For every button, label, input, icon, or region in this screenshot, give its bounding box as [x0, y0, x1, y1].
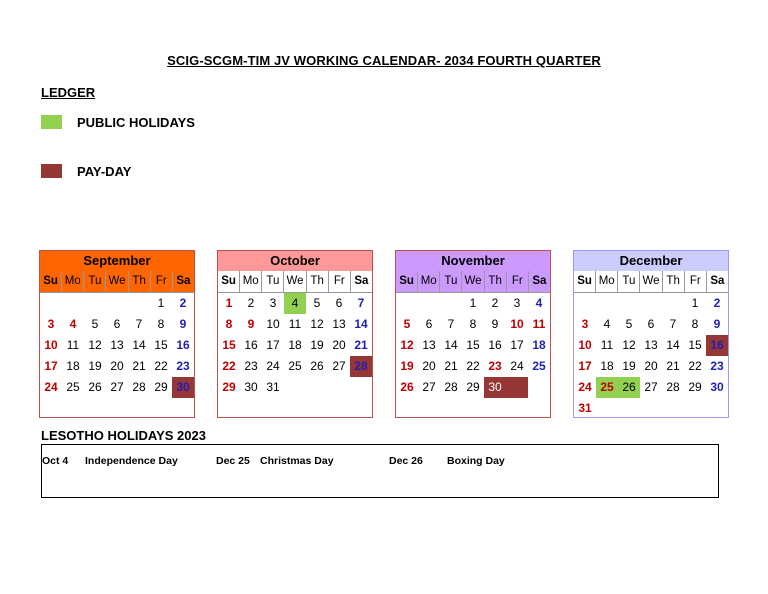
weekday-label: We [640, 271, 662, 292]
day-cell: 26 [618, 377, 640, 398]
day-cell: 1 [691, 296, 699, 310]
day-cell: 22 [688, 359, 702, 373]
day-cell: 29 [466, 380, 480, 394]
day-cell: 3 [513, 296, 521, 310]
day-cell: 9 [247, 317, 255, 331]
empty-cell [40, 398, 62, 419]
weekday-label: We [462, 271, 484, 292]
weekday-label: Sa [710, 275, 725, 287]
empty-cell [528, 377, 550, 398]
empty-cell [40, 293, 62, 314]
day-cell: 31 [266, 380, 280, 394]
day-cell: 19 [310, 338, 324, 352]
day-cell: 14 [444, 338, 458, 352]
empty-cell [640, 293, 662, 314]
empty-cell [350, 377, 372, 398]
day-cell: 27 [422, 380, 436, 394]
empty-cell [172, 398, 194, 419]
day-cell: 17 [44, 359, 58, 373]
day-cell: 14 [666, 338, 680, 352]
day-cell: 16 [706, 335, 728, 356]
empty-cell [596, 398, 618, 419]
day-cell: 3 [47, 317, 55, 331]
day-cell: 10 [578, 338, 592, 352]
day-cell: 13 [332, 317, 346, 331]
day-cell: 7 [447, 317, 455, 331]
weekday-label: Mo [418, 271, 440, 292]
day-cell: 21 [354, 338, 368, 352]
weekday-label: Tu [262, 271, 284, 292]
day-cell: 4 [284, 293, 306, 314]
day-cell: 30 [244, 380, 258, 394]
day-cell: 26 [310, 359, 324, 373]
weekday-label: Mo [596, 271, 618, 292]
day-cell: 2 [713, 296, 721, 310]
day-cell: 4 [603, 317, 611, 331]
empty-cell [262, 398, 284, 419]
empty-cell [284, 377, 306, 398]
day-cell: 20 [110, 359, 124, 373]
day-cell: 1 [157, 296, 165, 310]
day-cell: 14 [354, 317, 368, 331]
day-grid [396, 293, 550, 419]
holiday-name: Independence Day [85, 455, 178, 467]
day-cell: 1 [469, 296, 477, 310]
day-cell: 2 [491, 296, 499, 310]
empty-cell [328, 377, 350, 398]
day-cell: 11 [532, 317, 546, 331]
holiday-date: Oct 4 [42, 455, 69, 467]
holiday-date: Dec 26 [389, 455, 423, 467]
day-cell: 4 [535, 296, 543, 310]
day-cell: 25 [596, 377, 618, 398]
weekday-label: Tu [618, 271, 640, 292]
day-cell: 29 [222, 380, 236, 394]
empty-cell [506, 398, 528, 419]
legend-label-public-holidays: PUBLIC HOLIDAYS [77, 114, 195, 130]
empty-cell [440, 293, 462, 314]
weekday-label: Su [40, 271, 62, 292]
weekday-header-row [218, 271, 372, 293]
day-cell: 28 [350, 356, 372, 377]
day-cell: 17 [510, 338, 524, 352]
empty-cell [284, 398, 306, 419]
empty-cell [574, 293, 596, 314]
day-cell: 18 [532, 338, 546, 352]
weekday-header-row [396, 271, 550, 293]
legend-public-holidays [41, 114, 195, 130]
day-cell: 5 [313, 296, 321, 310]
empty-cell [84, 293, 106, 314]
day-cell: 15 [466, 338, 480, 352]
weekday-label: Su [574, 271, 596, 292]
month-title: December [574, 251, 728, 271]
weekday-label: Th [663, 271, 685, 292]
day-cell: 22 [154, 359, 168, 373]
legend-label-pay-day: PAY-DAY [77, 163, 132, 179]
day-cell: 20 [644, 359, 658, 373]
weekday-label: We [106, 271, 128, 292]
weekday-label: Sa [532, 275, 547, 287]
empty-cell [684, 398, 706, 419]
day-cell: 25 [532, 359, 546, 373]
empty-cell [706, 398, 728, 419]
empty-cell [62, 293, 84, 314]
empty-cell [328, 398, 350, 419]
day-cell: 21 [132, 359, 146, 373]
day-cell: 12 [622, 338, 636, 352]
day-cell: 31 [578, 401, 592, 415]
day-cell: 23 [710, 359, 724, 373]
day-cell: 30 [710, 380, 724, 394]
day-cell: 30 [172, 377, 194, 398]
day-cell: 8 [691, 317, 699, 331]
day-cell: 29 [688, 380, 702, 394]
weekday-header-row [574, 271, 728, 293]
day-cell: 18 [66, 359, 80, 373]
day-cell: 5 [91, 317, 99, 331]
empty-cell [462, 398, 484, 419]
day-cell: 21 [444, 359, 458, 373]
day-cell: 7 [135, 317, 143, 331]
day-cell: 6 [113, 317, 121, 331]
day-cell: 27 [110, 380, 124, 394]
empty-cell [440, 398, 462, 419]
day-cell: 30 [484, 377, 506, 398]
weekday-label: Sa [176, 275, 191, 287]
ledger-title: LEDGER [41, 85, 96, 100]
empty-cell [662, 398, 684, 419]
day-cell: 12 [88, 338, 102, 352]
weekday-label: We [284, 271, 306, 292]
day-cell: 11 [66, 338, 80, 352]
pay-day-swatch [41, 164, 62, 178]
day-cell: 10 [510, 317, 524, 331]
weekday-label: Fr [151, 271, 173, 292]
empty-cell [618, 293, 640, 314]
empty-cell [306, 398, 328, 419]
calendar-december [573, 250, 729, 418]
day-cell: 13 [110, 338, 124, 352]
day-cell: 2 [179, 296, 187, 310]
empty-cell [618, 398, 640, 419]
day-cell: 9 [491, 317, 499, 331]
day-cell: 4 [69, 317, 77, 331]
day-cell: 24 [510, 359, 524, 373]
empty-cell [218, 398, 240, 419]
day-cell: 17 [578, 359, 592, 373]
legend-pay-day [41, 163, 132, 179]
empty-cell [396, 398, 418, 419]
weekday-label: Mo [62, 271, 84, 292]
day-cell: 1 [225, 296, 233, 310]
day-cell: 16 [244, 338, 258, 352]
day-cell: 18 [288, 338, 302, 352]
day-cell: 27 [644, 380, 658, 394]
day-cell: 17 [266, 338, 280, 352]
empty-cell [528, 398, 550, 419]
page-title: SCIG-SCGM-TIM JV WORKING CALENDAR- 2034 FOURTH QUARTER [167, 53, 601, 68]
empty-cell [350, 398, 372, 419]
weekday-label: Th [485, 271, 507, 292]
holiday-date: Dec 25 [216, 455, 250, 467]
empty-cell [640, 398, 662, 419]
weekday-label: Fr [685, 271, 707, 292]
day-cell: 7 [669, 317, 677, 331]
day-cell: 20 [422, 359, 436, 373]
day-cell: 26 [88, 380, 102, 394]
holiday-name: Christmas Day [260, 455, 334, 467]
empty-cell [62, 398, 84, 419]
day-cell: 6 [335, 296, 343, 310]
day-cell: 13 [644, 338, 658, 352]
day-grid [218, 293, 372, 419]
day-cell: 29 [154, 380, 168, 394]
empty-cell [396, 293, 418, 314]
day-cell: 19 [88, 359, 102, 373]
weekday-label: Fr [329, 271, 351, 292]
empty-cell [128, 293, 150, 314]
day-cell: 2 [247, 296, 255, 310]
day-cell: 24 [578, 380, 592, 394]
day-grid [40, 293, 194, 419]
empty-cell [506, 377, 528, 398]
day-cell: 26 [400, 380, 414, 394]
day-cell: 23 [488, 359, 502, 373]
weekday-label: Sa [354, 275, 369, 287]
day-cell: 8 [157, 317, 165, 331]
day-cell: 28 [444, 380, 458, 394]
calendar-september [39, 250, 195, 418]
day-cell: 5 [625, 317, 633, 331]
weekday-label: Tu [84, 271, 106, 292]
weekday-label: Th [307, 271, 329, 292]
day-cell: 3 [581, 317, 589, 331]
day-cell: 23 [244, 359, 258, 373]
weekday-label: Fr [507, 271, 529, 292]
empty-cell [306, 377, 328, 398]
weekday-label: Su [396, 271, 418, 292]
empty-cell [418, 398, 440, 419]
month-title: November [396, 251, 550, 271]
day-cell: 28 [132, 380, 146, 394]
day-cell: 20 [332, 338, 346, 352]
day-cell: 8 [225, 317, 233, 331]
weekday-label: Mo [240, 271, 262, 292]
day-cell: 16 [488, 338, 502, 352]
day-cell: 14 [132, 338, 146, 352]
day-cell: 9 [713, 317, 721, 331]
day-cell: 21 [666, 359, 680, 373]
day-cell: 12 [310, 317, 324, 331]
empty-cell [106, 398, 128, 419]
day-cell: 15 [688, 338, 702, 352]
day-cell: 18 [600, 359, 614, 373]
empty-cell [662, 293, 684, 314]
day-cell: 11 [288, 317, 302, 331]
empty-cell [240, 398, 262, 419]
day-cell: 25 [66, 380, 80, 394]
calendar-october [217, 250, 373, 418]
day-cell: 15 [154, 338, 168, 352]
day-cell: 24 [266, 359, 280, 373]
calendar-november [395, 250, 551, 418]
day-cell: 5 [403, 317, 411, 331]
empty-cell [84, 398, 106, 419]
day-cell: 23 [176, 359, 190, 373]
holidays-section-title: LESOTHO HOLIDAYS 2023 [41, 428, 206, 443]
weekday-label: Th [129, 271, 151, 292]
empty-cell [150, 398, 172, 419]
day-cell: 8 [469, 317, 477, 331]
empty-cell [596, 293, 618, 314]
day-cell: 6 [425, 317, 433, 331]
empty-cell [484, 398, 506, 419]
month-title: September [40, 251, 194, 271]
empty-cell [128, 398, 150, 419]
day-cell: 16 [176, 338, 190, 352]
public-holiday-swatch [41, 115, 62, 129]
day-cell: 25 [288, 359, 302, 373]
day-cell: 19 [622, 359, 636, 373]
holidays-list [41, 444, 719, 498]
day-cell: 11 [600, 338, 614, 352]
day-cell: 19 [400, 359, 414, 373]
day-cell: 22 [222, 359, 236, 373]
empty-cell [106, 293, 128, 314]
day-cell: 24 [44, 380, 58, 394]
holiday-name: Boxing Day [447, 455, 505, 467]
day-cell: 9 [179, 317, 187, 331]
day-cell: 10 [44, 338, 58, 352]
empty-cell [418, 293, 440, 314]
month-title: October [218, 251, 372, 271]
day-cell: 15 [222, 338, 236, 352]
day-cell: 27 [332, 359, 346, 373]
day-cell: 13 [422, 338, 436, 352]
weekday-label: Tu [440, 271, 462, 292]
day-grid [574, 293, 728, 419]
weekday-label: Su [218, 271, 240, 292]
day-cell: 28 [666, 380, 680, 394]
day-cell: 22 [466, 359, 480, 373]
day-cell: 6 [647, 317, 655, 331]
day-cell: 10 [266, 317, 280, 331]
day-cell: 12 [400, 338, 414, 352]
weekday-header-row [40, 271, 194, 293]
day-cell: 7 [357, 296, 365, 310]
day-cell: 3 [269, 296, 277, 310]
